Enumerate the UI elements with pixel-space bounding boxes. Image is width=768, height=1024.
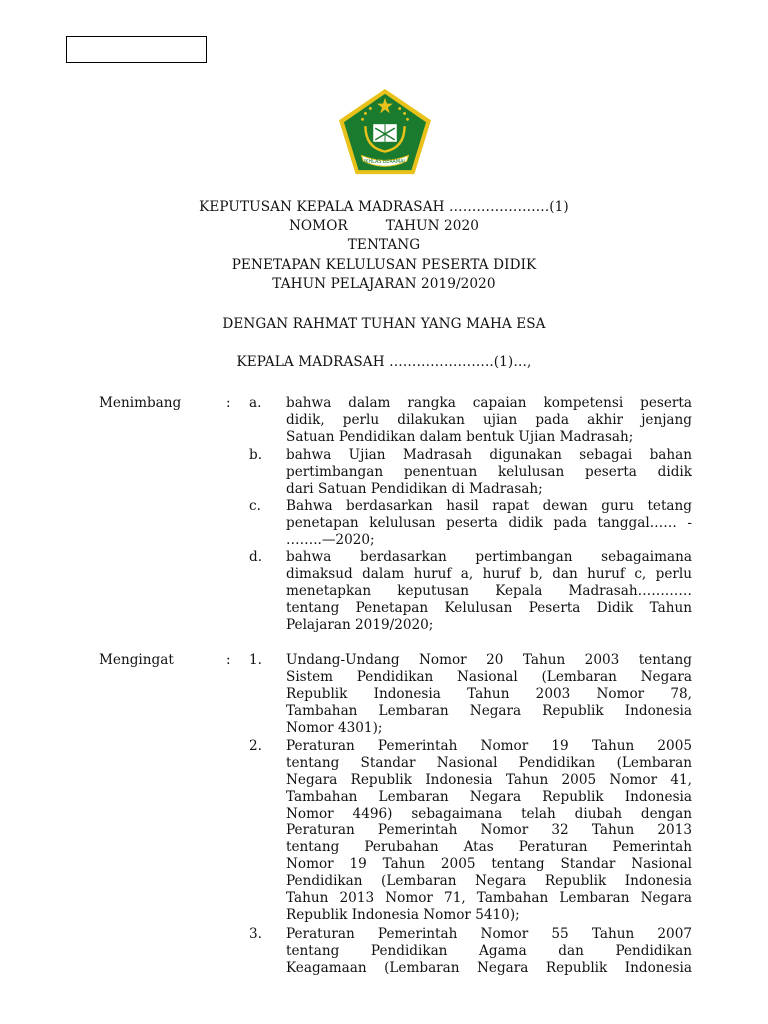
text-line: tentang Standar Nasional Pendidikan (Lembaran: [286, 754, 692, 771]
mengingat-item-2: [286, 738, 692, 924]
invocation: DENGAN RAHMAT TUHAN YANG MAHA ESA: [222, 316, 546, 332]
text-line: Undang-Undang Nomor 20 Tahun 2003 tentang: [286, 652, 692, 668]
mengingat-item-3: [286, 926, 692, 977]
menimbang-marker-c: c.: [249, 498, 261, 514]
text-line: Pelajaran 2019/2020;: [286, 616, 434, 633]
menimbang-marker-a: a.: [249, 395, 262, 411]
text-line: Tambahan Lembaran Negara Republik Indonesia: [286, 788, 692, 805]
text-line: dimaksud dalam huruf a, huruf b, dan huruf c, perlu: [286, 565, 692, 582]
text-line: Negara Republik Indonesia Tahun 2005 Nomor 41,: [286, 771, 692, 788]
tahun-label: TAHUN 2020: [385, 218, 480, 234]
text-line: Nomor 4496) sebagaimana telah diubah dengan: [286, 805, 692, 822]
text-line: tentang Pendidikan Agama dan Pendidikan: [286, 942, 692, 959]
issuer-line: KEPALA MADRASAH …………………..(1)…,: [236, 354, 532, 370]
text-line: bahwa berdasarkan pertimbangan sebagaimana: [286, 549, 692, 565]
mengingat-marker-2: 2.: [249, 738, 262, 754]
text-line: Satuan Pendidikan dalam bentuk Ujian Madrasah;: [286, 428, 634, 445]
text-line: Peraturan Pemerintah Nomor 19 Tahun 2005: [286, 738, 692, 754]
text-line: Nomor 4301);: [286, 719, 383, 736]
mengingat-label: Mengingat: [99, 652, 174, 668]
text-line: Peraturan Pemerintah Nomor 55 Tahun 2007: [286, 926, 692, 942]
text-line: Republik Indonesia Nomor 5410);: [286, 906, 520, 923]
text-line: Pendidikan (Lembaran Negara Republik Indonesia: [286, 873, 692, 890]
menimbang-label: Menimbang: [99, 395, 182, 411]
menimbang-marker-d: d.: [249, 549, 263, 565]
text-line: Tahun 2013 Nomor 71, Tambahan Lembaran Negara: [286, 890, 692, 907]
blank-number-box: [66, 36, 207, 63]
text-line: bahwa dalam rangka capaian kompetensi peserta: [286, 395, 692, 411]
mengingat-colon: :: [226, 652, 231, 668]
text-line: tentang Penetapan Kelulusan Peserta Didik Tahun: [286, 599, 692, 616]
tentang-heading: TENTANG: [347, 237, 421, 253]
text-line: Sistem Pendidikan Nasional (Lembaran Negara: [286, 668, 692, 685]
text-line: dari Satuan Pendidikan di Madrasah;: [286, 480, 543, 497]
menimbang-item-d: [286, 549, 692, 633]
decree-title: KEPUTUSAN KEPALA MADRASAH ………………….(1): [199, 199, 569, 215]
mengingat-marker-1: 1.: [249, 652, 262, 668]
menimbang-item-b: [286, 447, 692, 498]
kemenag-emblem-icon: [336, 87, 434, 177]
text-line: menetapkan keputusan Kepala Madrasah…………: [286, 582, 692, 599]
decree-number-line: [0, 218, 768, 234]
text-line: penetapan kelulusan peserta didik pada tanggal…… -: [286, 514, 692, 531]
menimbang-item-a: [286, 395, 692, 446]
text-line: didik, perlu dilakukan ujian pada akhir jenjang: [286, 411, 692, 428]
text-line: Tambahan Lembaran Negara Republik Indonesia: [286, 702, 692, 719]
mengingat-marker-3: 3.: [249, 926, 262, 942]
text-line: Bahwa berdasarkan hasil rapat dewan guru tetang: [286, 498, 692, 514]
text-line: ……..—2020;: [286, 531, 375, 548]
text-line: Peraturan Pemerintah Nomor 32 Tahun 2013: [286, 822, 692, 839]
nomor-label: NOMOR: [288, 218, 348, 234]
menimbang-item-c: [286, 498, 692, 549]
subject-title-2: TAHUN PELAJARAN 2019/2020: [272, 276, 496, 292]
subject-title-1: PENETAPAN KELULUSAN PESERTA DIDIK: [231, 257, 537, 273]
mengingat-item-1: [286, 652, 692, 736]
text-line: Republik Indonesia Tahun 2003 Nomor 78,: [286, 685, 692, 702]
text-line: tentang Perubahan Atas Peraturan Pemerintah: [286, 839, 692, 856]
text-line: bahwa Ujian Madrasah digunakan sebagai bahan: [286, 447, 692, 463]
menimbang-marker-b: b.: [249, 447, 263, 463]
menimbang-colon: :: [226, 395, 231, 411]
text-line: pertimbangan penentuan kelulusan peserta didik: [286, 463, 692, 480]
svg-text:IKHLAS BERAMAL: IKHLAS BERAMAL: [363, 158, 407, 165]
text-line: Nomor 19 Tahun 2005 tentang Standar Nasional: [286, 856, 692, 873]
text-line: Keagamaan (Lembaran Negara Republik Indonesia: [286, 959, 692, 976]
